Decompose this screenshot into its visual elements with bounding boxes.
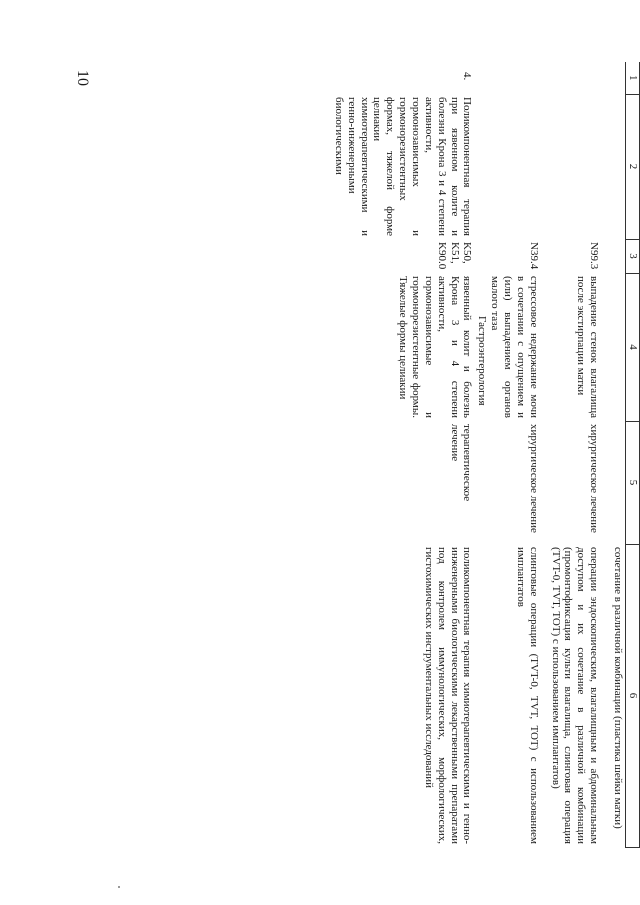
row-number <box>601 62 625 94</box>
rotated-document <box>120 62 640 847</box>
method-cell: поликомпонентная терапия химиотерапевтическими и генно-инженерными биологическими лекарственными препаратами под контролем иммунологических, морфологических, гистохимических инструментальных исследований <box>422 547 474 844</box>
treatment-kind-cell: хирургическое лечение <box>588 424 601 533</box>
section-title: Гастроэнтерология <box>476 316 489 406</box>
icd-code-cell <box>601 239 625 273</box>
method-cell: сочетание в различной комбинации (пластика шейки матки) <box>612 547 624 829</box>
icd-code-cell: N39.4 <box>527 242 540 270</box>
diagnosis-cell: выпадение стенок влагалища после экстирпации матки <box>575 276 601 418</box>
care-type-cell <box>601 94 625 239</box>
method-cell: слинговые операции (TVT-0, TVT, TOT) с использованием имплантатов <box>514 547 540 844</box>
row-number <box>474 62 540 94</box>
page-number: 10 <box>74 70 91 86</box>
care-type-cell <box>474 94 540 239</box>
treatment-kind-cell <box>601 421 625 544</box>
diagnosis-cell <box>601 273 625 421</box>
treatment-kind-cell: терапевтическое лечение <box>448 424 474 502</box>
method-cell: операции эндоскопическим, влагалищным и абдоминальным доступом и их сочетание в различной комбинации (промонтофиксация культи влагалища, слинговая операция (TVT-0, TVT, TOT) с использованием имплантатов) <box>549 547 601 844</box>
care-type-cell <box>541 94 601 239</box>
column-number: 5 <box>626 421 640 544</box>
column-number: 3 <box>626 239 640 273</box>
row-number <box>541 62 601 94</box>
icd-code-cell: K50, K51, K90.0 <box>435 242 474 270</box>
diagnosis-cell <box>474 273 540 421</box>
table-row <box>331 62 474 847</box>
medical-care-table <box>331 62 640 848</box>
column-number: 6 <box>626 544 640 847</box>
column-number-row <box>626 62 640 847</box>
icd-code-cell: N99.3 <box>588 242 601 270</box>
table-row <box>601 62 625 847</box>
diagnosis-text: стрессовое недержание мочи в сочетании с опущением и (или) выпадением органов малого таза <box>489 276 540 418</box>
column-number: 1 <box>626 62 640 94</box>
column-number: 4 <box>626 273 640 421</box>
treatment-kind-cell: хирургическое лечение <box>527 424 540 533</box>
care-type-cell: Поликомпонентная терапия при язвенном колите и болезни Крона 3 и 4 степени активности, гормонозависимых и гормонорезистентных формах, тяжелой форме целиакии химиотерапевтическими и генно-инженерными биологическими <box>332 97 474 236</box>
row-number: 4. <box>461 72 474 81</box>
table-row <box>541 62 601 847</box>
table-row <box>474 62 540 847</box>
diagnosis-cell: язвенный колит и болезнь Крона 3 и 4 степени активности, гормонозависимые и гормонорезистентные формы. Тяжелые формы целиакии <box>397 276 474 418</box>
scan-speck <box>118 886 120 888</box>
column-number: 2 <box>626 94 640 239</box>
